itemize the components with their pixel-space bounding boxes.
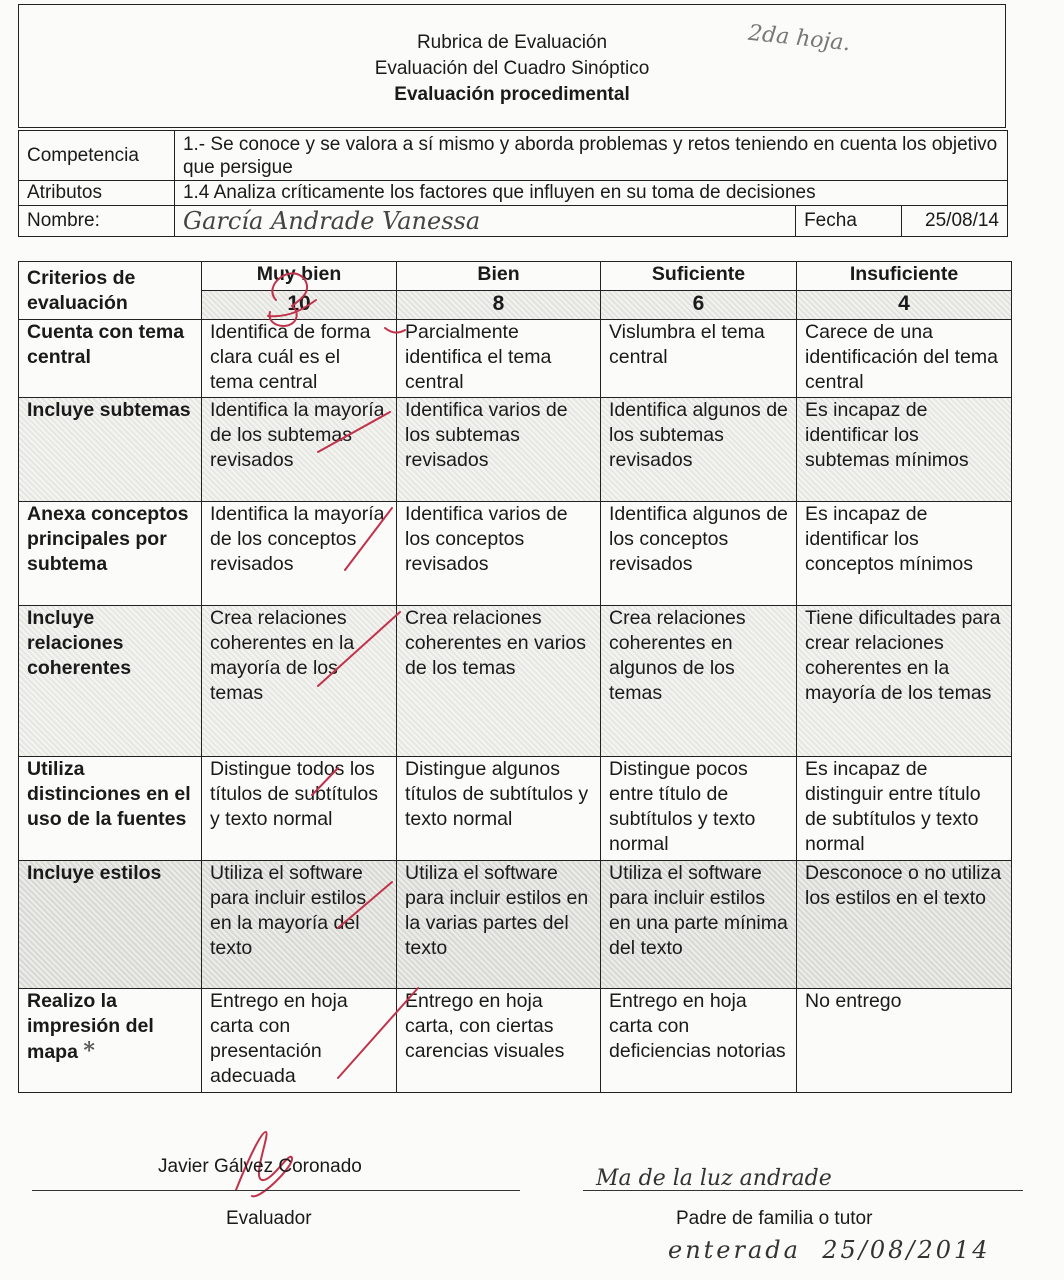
- rubric-cell: Crea relaciones coherentes en la mayoría de los temas: [202, 606, 397, 757]
- rubric-cell: Es incapaz de distinguir entre título de subtítulos y texto normal: [797, 757, 1012, 861]
- criteria-header: Criterios de evaluación: [19, 262, 202, 320]
- rubric-cell: Entrego en hoja carta con deficiencias notorias: [601, 989, 797, 1093]
- check-mark-row5: [312, 768, 338, 795]
- rubric-cell: No entrego: [797, 989, 1012, 1093]
- criterion-cell: Utiliza distinciones en el uso de la fuentes: [19, 757, 202, 861]
- competencia-label: Competencia: [19, 131, 175, 181]
- criterion-text: Realizo la impresión del mapa: [27, 990, 154, 1063]
- evaluator-role: Evaluador: [226, 1208, 312, 1229]
- check-mark-row4: [318, 612, 400, 686]
- rubric-cell: Carece de una identificación del tema central: [797, 320, 1012, 398]
- check-mark-row3: [345, 508, 392, 570]
- rubric-cell: Parcialmente identifica el tema central: [397, 320, 601, 398]
- rubric-cell: Distingue pocos entre título de subtítulos y texto normal: [601, 757, 797, 861]
- nombre-label: Nombre:: [19, 206, 175, 237]
- check-mark-row1: [385, 328, 405, 333]
- circle-tail-mark: [268, 300, 316, 316]
- circle-score-mark: [270, 273, 308, 326]
- score-muy-bien: 10: [202, 291, 397, 320]
- rubric-cell: Distingue todos los títulos de subtítulos y texto normal: [202, 757, 397, 861]
- level-header-bien: Bien: [397, 262, 601, 291]
- asterisk-mark: *: [83, 1038, 95, 1064]
- rubric-cell: Identifica algunos de los conceptos revisados: [601, 502, 797, 606]
- rubric-cell: Entrego en hoja carta con presentación adecuada: [202, 989, 397, 1093]
- rubric-cell: Vislumbra el tema central: [601, 320, 797, 398]
- rubric-title: Rubrica de Evaluación: [416, 32, 608, 53]
- parent-signature: Ma de la luz andrade: [596, 1166, 832, 1191]
- level-header-suficiente: Suficiente: [601, 262, 797, 291]
- competencia-value: 1.- Se conoce y se valora a sí mismo y aborda problemas y retos teniendo en cuenta los objetivo que persigue: [174, 131, 1007, 181]
- fecha-label: Fecha: [796, 206, 902, 237]
- check-mark-row2: [318, 412, 390, 452]
- rubric-cell: Crea relaciones coherentes en varios de los temas: [397, 606, 601, 757]
- criterion-cell: Incluye estilos: [19, 861, 202, 989]
- atributos-value: 1.4 Analiza críticamente los factores que influyen en su toma de decisiones: [174, 181, 1007, 206]
- rubric-cell: Identifica varios de los subtemas revisados: [397, 398, 601, 502]
- parent-note: enterada 25/08/2014: [668, 1236, 991, 1264]
- evaluation-type: Evaluación procedimental: [394, 84, 630, 105]
- nombre-value: García Andrade Vanessa: [174, 206, 795, 237]
- rubric-cell: Distingue algunos títulos de subtítulos y texto normal: [397, 757, 601, 861]
- rubric-cell: Tiene dificultades para crear relaciones coherentes en la mayoría de los temas: [797, 606, 1012, 757]
- evaluator-signature-line: [32, 1190, 520, 1191]
- criterion-cell: Cuenta con tema central: [19, 320, 202, 398]
- level-header-muy-bien: Muy bien: [202, 262, 397, 291]
- rubric-cell: Identifica la mayoría de los subtemas revisados: [202, 398, 397, 502]
- rubric-cell: Entrego en hoja carta, con ciertas carencias visuales: [397, 989, 601, 1093]
- rubric-cell: Desconoce o no utiliza los estilos en el texto: [797, 861, 1012, 989]
- parent-signature-line: [583, 1190, 1023, 1191]
- rubric-cell: Identifica algunos de los subtemas revisados: [601, 398, 797, 502]
- rubric-cell: Crea relaciones coherentes en algunos de los temas: [601, 606, 797, 757]
- score-insuficiente: 4: [797, 291, 1012, 320]
- check-mark-row7: [338, 988, 418, 1078]
- evaluator-name: Javier Gálvez Coronado: [158, 1156, 362, 1177]
- rubric-cell: Utiliza el software para incluir estilos en una parte mínima del texto: [601, 861, 797, 989]
- rubric-cell: Utiliza el software para incluir estilos en la mayoría del texto: [202, 861, 397, 989]
- rubric-cell: Identifica varios de los conceptos revisados: [397, 502, 601, 606]
- criterion-cell: Incluye relaciones coherentes: [19, 606, 202, 757]
- score-bien: 8: [397, 291, 601, 320]
- level-header-insuficiente: Insuficiente: [797, 262, 1012, 291]
- rubric-cell: Es incapaz de identificar los subtemas mínimos: [797, 398, 1012, 502]
- rubric-cell: Identifica la mayoría de los conceptos revisados: [202, 502, 397, 606]
- evaluation-subtitle: Evaluación del Cuadro Sinóptico: [374, 58, 650, 79]
- check-mark-row6: [338, 882, 392, 928]
- criterion-cell: Anexa conceptos principales por subtema: [19, 502, 202, 606]
- criterion-cell: Incluye subtemas: [19, 398, 202, 502]
- score-suficiente: 6: [601, 291, 797, 320]
- fecha-value: 25/08/14: [902, 206, 1008, 237]
- rubric-cell: Utiliza el software para incluir estilos en la varias partes del texto: [397, 861, 601, 989]
- atributos-label: Atributos: [19, 181, 175, 206]
- rubric-cell: Identifica de forma clara cuál es el tema central: [202, 320, 397, 398]
- rubric-cell: Es incapaz de identificar los conceptos mínimos: [797, 502, 1012, 606]
- handwritten-note: 2da hoja.: [746, 20, 852, 57]
- parent-role: Padre de familia o tutor: [676, 1208, 873, 1229]
